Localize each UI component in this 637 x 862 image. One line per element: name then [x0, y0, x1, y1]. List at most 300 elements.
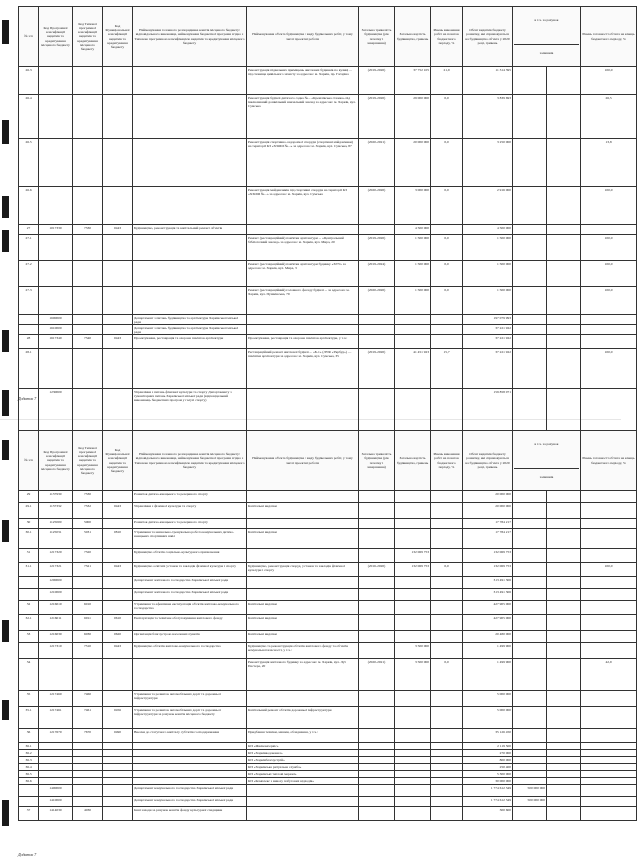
cell-src	[513, 643, 547, 659]
cell-src2	[547, 287, 581, 315]
cell-name	[133, 743, 247, 750]
cell-k3	[103, 797, 133, 807]
cell-cost: 132 069 753	[395, 563, 431, 577]
cell-ready	[581, 764, 637, 771]
cell-src2	[547, 643, 581, 659]
table-row	[19, 225, 637, 235]
cell-k2: 6010	[73, 601, 103, 615]
cell-ready: 100,0	[581, 287, 637, 315]
cell-n: 36.4	[19, 764, 39, 771]
cell-sum: 35 126 450	[463, 729, 513, 743]
table-row	[19, 325, 637, 335]
binder-mark	[2, 390, 9, 416]
cell-k1: 1617340	[39, 335, 73, 349]
cell-src	[513, 757, 547, 764]
cell-sum: 37 221 922	[463, 349, 513, 389]
binder-mark	[2, 20, 9, 44]
cell-cost: 1 500 000	[395, 287, 431, 315]
cell-ready: 100,0	[581, 349, 637, 389]
cell-src2	[547, 235, 581, 261]
cell-lvl	[431, 807, 463, 821]
cell-src2	[547, 95, 581, 139]
cell-k2	[73, 659, 103, 691]
cell-k1: 1217460	[39, 691, 73, 707]
cell-lvl	[431, 325, 463, 335]
cell-src	[513, 659, 547, 691]
document-page-2	[18, 430, 635, 857]
header-cell	[513, 431, 581, 491]
cell-sum: 427 905 000	[463, 601, 513, 615]
cell-name: Інші заходи за рахунок коштів фонду культурної спадщини	[133, 807, 247, 821]
cell-k1: 1200000	[39, 577, 73, 589]
cell-cost	[395, 785, 431, 797]
table-header-row	[19, 7, 637, 67]
binder-mark	[2, 120, 9, 144]
cell-src2	[547, 139, 581, 187]
cell-ready	[581, 643, 637, 659]
table-row	[19, 707, 637, 729]
cell-name: Департамент комунального господарства Харківської міської ради	[133, 797, 247, 807]
cell-src	[513, 771, 547, 778]
cell-k2	[73, 764, 103, 771]
cell-k3	[103, 519, 133, 529]
cell-cost	[395, 491, 431, 503]
cell-name: Експлуатація та технічне обслуговування житлового фонду	[133, 615, 247, 631]
cell-k3	[103, 491, 133, 503]
cell-sum: 1 774 612 349	[463, 785, 513, 797]
cell-k1: 1017330	[39, 225, 73, 235]
cell-k3	[103, 349, 133, 389]
cell-k3	[103, 771, 133, 778]
cell-dur: (2020-2021)	[359, 659, 395, 691]
cell-obj: Реконструкція підвальних приміщень житлових будинків по вулиці ... під сховище цивільного захисту за адресою: м. Харків, пр. Гагаріна	[247, 67, 359, 95]
cell-k1	[39, 139, 73, 187]
cell-src2	[547, 225, 581, 235]
cell-obj	[247, 325, 359, 335]
cell-src	[513, 287, 547, 315]
cell-src	[513, 235, 547, 261]
cell-src	[513, 778, 547, 785]
cell-lvl: 0,0	[431, 187, 463, 225]
cell-k2	[73, 349, 103, 389]
cell-k1	[39, 778, 73, 785]
cell-lvl	[431, 743, 463, 750]
cell-src2	[547, 757, 581, 764]
cell-k1	[39, 261, 73, 287]
cell-sum: 5 000 000	[463, 707, 513, 729]
table-row	[19, 67, 637, 95]
cell-obj	[247, 589, 359, 601]
cell-sum: 1 499 900	[463, 643, 513, 659]
cell-k2	[73, 67, 103, 95]
cell-k1: 1137930	[39, 491, 73, 503]
cell-n: 29.1	[19, 503, 39, 519]
cell-k1: 1125031	[39, 529, 73, 549]
cell-src2	[547, 187, 581, 225]
table-row	[19, 764, 637, 771]
binder-mark	[2, 440, 9, 460]
cell-k1: 1217670	[39, 729, 73, 743]
cell-k1	[39, 349, 73, 389]
cell-cost	[395, 589, 431, 601]
cell-n: 26.3	[19, 67, 39, 95]
cell-k2: 6011	[73, 615, 103, 631]
table-row	[19, 785, 637, 797]
cell-src	[513, 349, 547, 389]
cell-n: 36.3	[19, 757, 39, 764]
cell-dur	[359, 750, 395, 757]
cell-dur	[359, 389, 395, 435]
cell-src2	[547, 503, 581, 519]
table-row	[19, 750, 637, 757]
table-row	[19, 643, 637, 659]
cell-name: Розвиток дитячо-юнацького та резервного спорту	[133, 519, 247, 529]
cell-obj: КП «Харківблагоустрій»	[247, 757, 359, 764]
cell-k2	[73, 750, 103, 757]
cell-dur	[359, 785, 395, 797]
cell-src2	[547, 631, 581, 643]
cell-src2	[547, 764, 581, 771]
cell-sum: 1 500 000	[463, 261, 513, 287]
cell-name	[133, 287, 247, 315]
cell-k1	[39, 659, 73, 691]
cell-cost	[395, 577, 431, 589]
cell-obj: КП «Харківводоканал»	[247, 750, 359, 757]
cell-src	[513, 325, 547, 335]
header-cell: № з/п	[19, 431, 39, 491]
cell-cost	[395, 631, 431, 643]
cell-lvl	[431, 577, 463, 589]
cell-name	[133, 235, 247, 261]
cell-cost	[395, 315, 431, 325]
cell-ready: 13,8	[581, 139, 637, 187]
cell-k2	[73, 325, 103, 335]
cell-lvl	[431, 797, 463, 807]
table-row	[19, 139, 637, 187]
cell-n: 32	[19, 601, 39, 615]
table-row	[19, 503, 637, 519]
cell-obj	[247, 315, 359, 325]
cell-obj	[247, 225, 359, 235]
cell-src	[513, 519, 547, 529]
cell-k2	[73, 287, 103, 315]
binder-mark	[2, 520, 9, 542]
table-row	[19, 549, 637, 563]
cell-k2: 5031	[73, 529, 103, 549]
cell-dur: (2020-2020)	[359, 287, 395, 315]
cell-sum: 159 858 071	[463, 389, 513, 435]
header-cell	[513, 7, 581, 67]
cell-sum: 800 000	[463, 757, 513, 764]
cell-sum: 132 069 753	[463, 563, 513, 577]
cell-obj: Капітальний ремонт об'єктів дорожньої інфраструктури	[247, 707, 359, 729]
cell-lvl	[431, 729, 463, 743]
cell-lvl	[431, 785, 463, 797]
cell-obj: Проектування, реставрація та охорона пам'яток архітектури, у т.ч.:	[247, 335, 359, 349]
table-row	[19, 563, 637, 577]
cell-k3	[103, 807, 133, 821]
cell-src2	[547, 315, 581, 325]
header-cell: Рівень виконання робіт на початок бюджетного періоду, %	[431, 431, 463, 491]
cell-k1: 1600000	[39, 315, 73, 325]
cell-cost	[395, 601, 431, 615]
cell-n: 33	[19, 631, 39, 643]
cell-k3	[103, 235, 133, 261]
cell-dur	[359, 797, 395, 807]
cell-src2	[547, 325, 581, 335]
cell-dur	[359, 315, 395, 325]
cell-ready: 100,0	[581, 235, 637, 261]
cell-obj: КП «Харківські теплові мережі»	[247, 771, 359, 778]
cell-name	[133, 750, 247, 757]
cell-src	[513, 67, 547, 95]
cell-cost: 29 000 000	[395, 95, 431, 139]
cell-n: 26.4	[19, 95, 39, 139]
cell-n: 27.1	[19, 235, 39, 261]
cell-k1: 1400000	[39, 785, 73, 797]
cell-obj: Будівництво та реконструкція об'єктів житлового фонду та об'єктів комунальної власності, у т.ч.:	[247, 643, 359, 659]
cell-cost: 37 752 105	[395, 67, 431, 95]
header-cell-subsource: залишків	[539, 50, 554, 55]
cell-obj: Капітальні видатки	[247, 503, 359, 519]
cell-src2	[547, 807, 581, 821]
cell-name: Утримання та навчально-тренувальна робота комунальних дитячо-юнацьких спортивних шкіл	[133, 529, 247, 549]
cell-k2: 7310	[73, 643, 103, 659]
cell-n	[19, 785, 39, 797]
cell-cost	[395, 750, 431, 757]
cell-cost	[395, 807, 431, 821]
cell-k2: 7460	[73, 691, 103, 707]
cell-n: 32.1	[19, 615, 39, 631]
cell-name	[133, 187, 247, 225]
cell-sum: 250 400	[463, 764, 513, 771]
cell-dur	[359, 491, 395, 503]
cell-ready	[581, 729, 637, 743]
header-cell-subsource: залишків	[539, 474, 554, 479]
cell-lvl	[431, 503, 463, 519]
cell-k2	[73, 743, 103, 750]
cell-name	[133, 139, 247, 187]
binder-mark	[2, 330, 9, 352]
cell-k2: 5000	[73, 519, 103, 529]
cell-k3	[103, 743, 133, 750]
cell-cost: 132 069 753	[395, 549, 431, 563]
header-cell: Загальна тривалість будівництва (рік початку і завершення)	[359, 7, 395, 67]
cell-dur	[359, 529, 395, 549]
binder-mark	[2, 700, 9, 720]
cell-name: Утримання та розвиток автомобільних доріг та дорожньої інфраструктури	[133, 691, 247, 707]
cell-cost	[395, 519, 431, 529]
cell-name: Департамент з питань будівництва та архітектури Харківської міської ради	[133, 325, 247, 335]
header-cell: Код Функціональної класифікації видатків та кредитування бюджету	[103, 7, 133, 67]
cell-ready	[581, 743, 637, 750]
cell-k2	[73, 785, 103, 797]
budget-table-1	[18, 6, 637, 435]
cell-sum: 132 069 753	[463, 549, 513, 563]
cell-k1: 1216010	[39, 601, 73, 615]
cell-src	[513, 631, 547, 643]
cell-cost: 1 500 000	[395, 235, 431, 261]
cell-k2	[73, 235, 103, 261]
cell-lvl: 0,0	[431, 287, 463, 315]
cell-obj: Капітальні видатки	[247, 615, 359, 631]
cell-k3	[103, 549, 133, 563]
cell-obj	[247, 389, 359, 435]
cell-src2	[547, 349, 581, 389]
cell-src	[513, 750, 547, 757]
cell-sum: 20 000 000	[463, 491, 513, 503]
cell-k1: 1210000	[39, 589, 73, 601]
cell-obj	[247, 577, 359, 589]
cell-ready	[581, 519, 637, 529]
table-row	[19, 315, 637, 325]
header-cell-source: в т.ч. за рахунок	[514, 442, 579, 469]
header-cell: Обсяг видатків бюджету розвитку, які спрямовуються на будівництво об'єкта у 2020 році, гривень	[463, 431, 513, 491]
cell-sum: 197 079 993	[463, 315, 513, 325]
cell-k3: 0443	[103, 563, 133, 577]
cell-ready	[581, 707, 637, 729]
cell-dur	[359, 589, 395, 601]
cell-dur	[359, 615, 395, 631]
cell-src2	[547, 771, 581, 778]
cell-ready	[581, 631, 637, 643]
cell-dur	[359, 503, 395, 519]
cell-name: Управління з питань фізичної культури та спорту Департаменту з гуманітарних питань Харківської міської ради (відповідальний виконавець бюджетних програм у галузі спорту)	[133, 389, 247, 435]
binder-mark	[2, 620, 9, 642]
cell-src2	[547, 659, 581, 691]
cell-obj: Реконструкція спортивно-оздоровчої споруди (спортивні майданчики) на території КЗ «ХЗОШ №...» за адресою: м. Харків, вул. Сумська, 87	[247, 139, 359, 187]
header-cell: Загальна вартість будівництва, гривень	[395, 7, 431, 67]
header-cell: Код Типової програмної класифікації видатків та кредитування місцевого бюджету	[73, 7, 103, 67]
cell-obj: Реставраційний ремонт житлової будівлі ... «Б-1» (ЛУФ «Укрбуд») — пам'ятки архітектури за адресою: м. Харків, вул. Сумська, 35	[247, 349, 359, 389]
cell-k3: 0443	[103, 225, 133, 235]
cell-k1	[39, 771, 73, 778]
cell-k3	[103, 764, 133, 771]
cell-src	[513, 601, 547, 615]
cell-dur	[359, 691, 395, 707]
cell-src	[513, 707, 547, 729]
cell-cost	[395, 729, 431, 743]
cell-ready	[581, 601, 637, 615]
cell-src	[513, 743, 547, 750]
cell-n: 36.5	[19, 771, 39, 778]
cell-k1: 1125000	[39, 519, 73, 529]
cell-lvl	[431, 750, 463, 757]
cell-k2: 7332	[73, 503, 103, 519]
header-cell: Рівень готовності об'єкта на кінець бюджетного періоду, %	[581, 7, 637, 67]
cell-k1	[39, 764, 73, 771]
cell-n: 30	[19, 519, 39, 529]
cell-src	[513, 491, 547, 503]
cell-cost: 41 451 923	[395, 349, 431, 389]
binder-mark	[2, 230, 9, 252]
cell-ready	[581, 335, 637, 349]
cell-dur: (2019-2020)	[359, 95, 395, 139]
cell-src	[513, 225, 547, 235]
cell-ready: 100,0	[581, 187, 637, 225]
cell-dur	[359, 757, 395, 764]
cell-k1: 1217321	[39, 563, 73, 577]
cell-sum: 427 905 000	[463, 615, 513, 631]
table-row	[19, 389, 637, 435]
cell-lvl	[431, 335, 463, 349]
cell-lvl	[431, 529, 463, 549]
cell-cost: 1 500 000	[395, 261, 431, 287]
cell-n	[19, 315, 39, 325]
cell-k3: 0443	[103, 335, 133, 349]
page-footer: Додаток 7	[18, 396, 37, 401]
cell-src	[513, 563, 547, 577]
cell-n: 37	[19, 807, 39, 821]
cell-src	[513, 764, 547, 771]
cell-n: 28	[19, 335, 39, 349]
cell-src2	[547, 491, 581, 503]
cell-lvl: 0,0	[431, 139, 463, 187]
cell-obj	[247, 519, 359, 529]
cell-src2	[547, 691, 581, 707]
cell-ready	[581, 691, 637, 707]
cell-name	[133, 95, 247, 139]
cell-dur: (2019-2020)	[359, 67, 395, 95]
cell-sum: 1 500 000	[463, 235, 513, 261]
cell-k3	[103, 95, 133, 139]
cell-src2	[547, 261, 581, 287]
cell-src2	[547, 589, 581, 601]
cell-sum: 270 000	[463, 750, 513, 757]
cell-k3: 0443	[103, 643, 133, 659]
cell-name	[133, 659, 247, 691]
table-row	[19, 577, 637, 589]
cell-dur	[359, 519, 395, 529]
cell-k1	[39, 95, 73, 139]
cell-sum: 4 500 000	[463, 225, 513, 235]
cell-n: 27	[19, 225, 39, 235]
table-header-row	[19, 431, 637, 491]
cell-k3	[103, 601, 133, 615]
cell-n: 36.1	[19, 743, 39, 750]
cell-ready	[581, 225, 637, 235]
cell-lvl	[431, 549, 463, 563]
cell-sum: 30 000 000	[463, 778, 513, 785]
cell-lvl: 0,0	[431, 563, 463, 577]
cell-k3	[103, 315, 133, 325]
cell-name: Організація благоустрою населених пунктів	[133, 631, 247, 643]
table-row	[19, 187, 637, 225]
cell-k1: 1230000	[39, 389, 73, 435]
cell-k2: 7321	[73, 563, 103, 577]
cell-obj: Реконструкція будівлі дитячого садка №... «Кремлівська стежка» під інклюзивний дошкільний навчальний заклад за адресою: м. Харків, вул. Сумська	[247, 95, 359, 139]
cell-src	[513, 503, 547, 519]
cell-k3: 0620	[103, 631, 133, 643]
cell-name	[133, 778, 247, 785]
cell-lvl	[431, 631, 463, 643]
cell-cost	[395, 529, 431, 549]
cell-cost	[395, 771, 431, 778]
table-row	[19, 757, 637, 764]
cell-sum: 5 300 000	[463, 771, 513, 778]
cell-k3	[103, 589, 133, 601]
cell-name: Департамент житлового господарства Харківської міської ради	[133, 589, 247, 601]
cell-sum: 3 839 693	[463, 95, 513, 139]
cell-k3	[103, 750, 133, 757]
table-row	[19, 615, 637, 631]
cell-sum: 3 250 000	[463, 139, 513, 187]
cell-name	[133, 349, 247, 389]
cell-k3: 0443	[103, 503, 133, 519]
cell-sum: 1 499 900	[463, 659, 513, 691]
cell-k3	[103, 785, 133, 797]
cell-ready	[581, 315, 637, 325]
